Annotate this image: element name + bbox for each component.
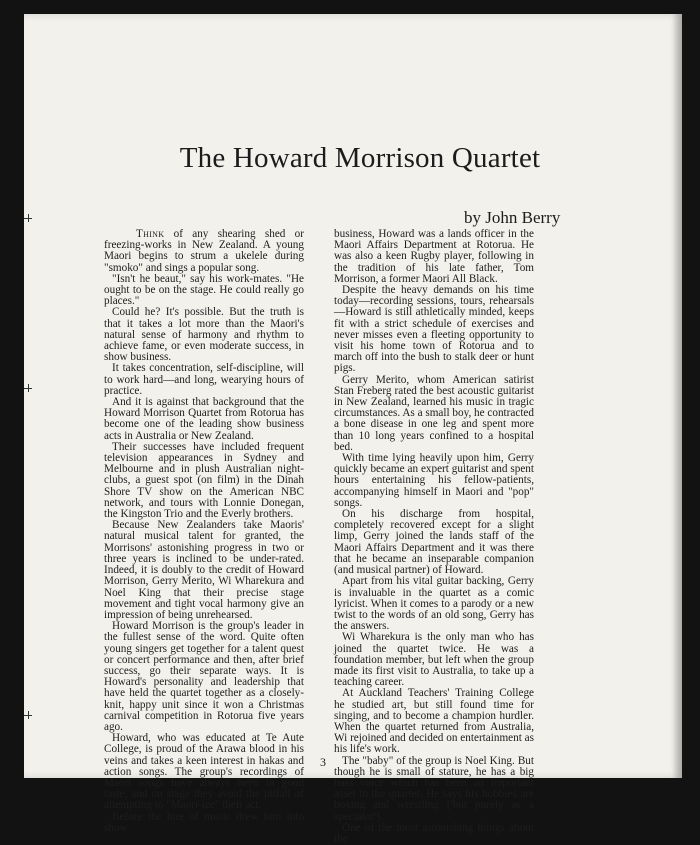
paragraph: "Isn't he beaut," say his work-mates. "He ought to be on the stage. He could really go places." — [104, 272, 304, 308]
paragraph: Before the lure of music drew him into show — [104, 810, 304, 834]
right-column — [334, 229, 534, 845]
article-byline: by John Berry — [464, 208, 561, 227]
paragraph: On his discharge from hospital, completely recovered except for a slight limp, Gerry joined the lands staff of the Maori Affairs Department and it was there that he became an inseparable companion (and musical partner) of Howard. — [334, 508, 534, 577]
paragraph: It takes concentration, self-discipline, will to work hard—and long, wearying hours of practice. — [104, 362, 304, 397]
binding-mark — [28, 384, 29, 392]
page-number: 3 — [320, 755, 326, 769]
binding-mark — [28, 214, 29, 222]
paragraph: Think of any shearing shed or freezing-works in New Zealand. A young Maori begins to strum a ukelele during "smoko" and sings a popular song. — [104, 228, 304, 274]
paragraph: Because New Zealanders take Maoris' natural musical talent for granted, the Morrisons' astonishing progress in two or three years is inclined to be under-rated. Indeed, it is doubly to the credit of Howard Morrison, Gerry Merito, Wi Wharekura and Noel King that their precise stage movement and tight vocal harmony give an impression of being unrehearsed. — [104, 519, 304, 621]
paragraph: At Auckland Teachers' Training College he studied art, but still found time for singing, and to become a champion hurdler. When the quartet returned from Australia, Wi rejoined and decided on entertainment as his life's work. — [334, 687, 534, 756]
paragraph: And it is against that background that the Howard Morrison Quartet from Rotorua has become one of the leading show business acts in Australia or New Zealand. — [104, 396, 304, 442]
magazine-page — [24, 14, 682, 845]
paragraph: Wi Wharekura is the only man who has joined the quartet twice. He was a foundation member, but left when the group made its first visit to Australia, to take up a teaching career. — [334, 631, 534, 689]
paragraph: Howard, who was educated at Te Aute College, is proud of the Arawa blood in his veins and takes a keen interest in hakas and action songs. The group's recordings of Maori songs have always been in good taste, and on stage they avoid the pitfall of attempting to "Maori-ize" their act. — [104, 732, 304, 812]
paragraph: The "baby" of the group is Noel King. But though he is small of stature, he has a big bass voice which has been an important asset to the quartet. He says his hobbies are boxing and wrestling ('but purely as a spectator'). — [334, 754, 534, 823]
paragraph: Could he? It's possible. But the truth is that it takes a lot more than the Maori's natural sense of harmony and rhythm to achieve fame, or even moderate success, in show business. — [104, 306, 304, 364]
binding-mark — [28, 711, 29, 719]
left-column — [104, 229, 304, 834]
paragraph: Howard Morrison is the group's leader in the fullest sense of the word. Quite often young singers get together for a talent quest or concert performance and then, after brief success, go their separate ways. It is Howard's personality and leadership that have held the quartet together as a closely-knit, happy unit since it won a Christmas carnival competition in Rotorua five years ago. — [104, 620, 304, 733]
paragraph: Their successes have included frequent television appearances in Sydney and Melbourne and in plush Australian night-clubs, a guest spot (on film) in the Dinah Shore TV show on the American NBC network, and tours with Lonnie Donegan, the Kingston Trio and the Everly brothers. — [104, 440, 304, 521]
article-title: The Howard Morrison Quartet — [179, 142, 541, 174]
paragraph: Despite the heavy demands on his time today—recording sessions, tours, rehearsals—Howard is still athletically minded, keeps fit with a strict schedule of exercises and never misses even a fleeting opportunity to visit his home town of Rotorua and to march off into the bush to stalk deer or hunt pigs. — [334, 284, 534, 375]
paragraph: One of the most astonishing things about the — [334, 821, 534, 845]
paragraph: Apart from his vital guitar backing, Gerry is invaluable in the quartet as a comic lyricist. When it comes to a parody or a new twist to the words of an old song, Gerry has the answers. — [334, 575, 534, 633]
paragraph: business, Howard was a lands officer in the Maori Affairs Department at Rotorua. He was also a keen Rugby player, following in the tradition of his late father, Tom Morrison, a former Maori All Black. — [334, 228, 534, 285]
paragraph: Gerry Merito, whom American satirist Stan Freberg rated the best acoustic guitarist in New Zealand, learned his music in tragic circumstances. As a small boy, he contracted a bone disease in one leg and spent more than 10 long years confined to a hospital bed. — [334, 373, 534, 453]
paragraph: With time lying heavily upon him, Gerry quickly became an expert guitarist and spent hours entertaining his fellow-patients, accompanying himself in Maori and "pop" songs. — [334, 452, 534, 509]
